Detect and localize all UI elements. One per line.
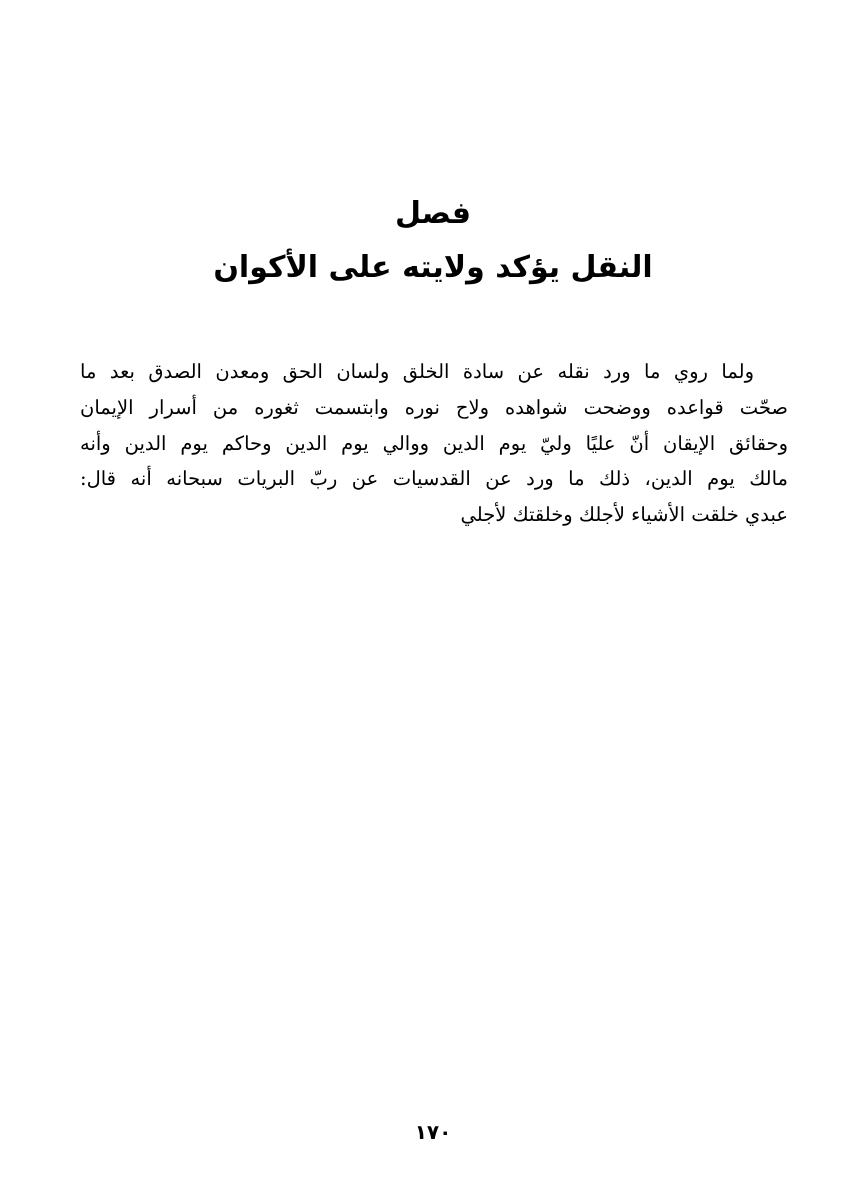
page-number: ١٧٠ (414, 1120, 452, 1144)
paragraph-line: وحقائق الإيقان أنّ عليًا وليّ يوم الدين ووالي يوم الدين وحاكم يوم الدين وأنه (80, 431, 788, 455)
paragraph-line: ولما روي ما ورد نقله عن سادة الخلق ولسان الحق ومعدن الصدق بعد ما (80, 360, 754, 383)
paragraph-line: مالك يوم الدين، ذلك ما ورد عن القدسيات عن ربّ البريات سبحانه أنه قال: (80, 467, 788, 491)
chapter-title: النقل يؤكد ولايته على الأكوان (213, 250, 653, 285)
paragraph-line: صحّت قواعده ووضحت شواهده ولاح نوره وابتسمت ثغوره من أسرار الإيمان (80, 395, 788, 419)
paragraph-line: عبدي خلقت الأشياء لأجلك وخلقتك لأجلي (460, 503, 788, 527)
section-heading: فصل (395, 196, 471, 231)
body-paragraph (80, 354, 788, 533)
